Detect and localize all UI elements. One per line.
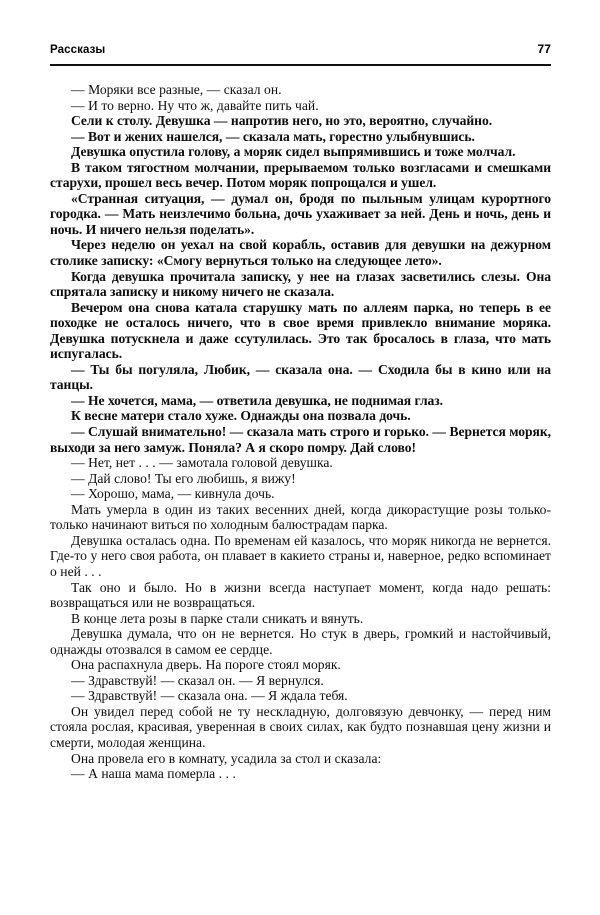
dialogue-paragraph: — Нет, нет . . . — замотала головой девушка. [71, 455, 333, 471]
narrative-paragraph: Когда девушка прочитала записку, у нее на глазах засветились слезы. Она спрятала записку и никому ничего не сказала. [50, 268, 551, 300]
narrative-paragraph: Сели к столу. Девушка — напротив него, но это, вероятно, случайно. [71, 113, 493, 129]
narrative-paragraph: В конце лета розы в парке стали сникать и вянуть. [71, 610, 364, 626]
narrative-paragraph: Девушка думала, что он не вернется. Но стук в дверь, громкий и настойчивый, однажды отозвался в самом ее сердце. [50, 626, 551, 657]
narrative-paragraph: Вечером она снова катала старушку мать по аллеям парка, но теперь в ее походке не осталось ничего, что в свое время привлекло внимание моряка. Девушка потускнела и даже ссутулилась. Это так бросалось в глаза, что мать испугалась. [50, 299, 551, 362]
narrative-paragraph: Так оно и было. Но в жизни всегда наступает момент, когда надо решать: возвращаться или не возвращаться. [50, 579, 551, 611]
dialogue-paragraph: — Здравствуй! — сказала она. — Я ждала тебя. [71, 688, 348, 704]
dialogue-paragraph: — Вот и жених нашелся, — сказала мать, горестно улыбнувшись. [71, 128, 475, 144]
header-rule [50, 64, 551, 66]
narrative-paragraph: Она распахнула дверь. На пороге стоял моряк. [71, 657, 341, 673]
page-number: 77 [537, 42, 551, 56]
narrative-paragraph: В таком тягостном молчании, прерываемом только возгласами и смешками старухи, прошел весь вечер. Потом моряк попрощался и ушел. [50, 159, 551, 191]
dialogue-paragraph: — Хорошо, мама, — кивнула дочь. [71, 486, 275, 502]
dialogue-paragraph: — Дай слово! Ты его любишь, я вижу! [71, 470, 296, 486]
narrative-paragraph: К весне матери стало хуже. Однажды она позвала дочь. [71, 408, 411, 424]
running-head-title: Рассказы [50, 44, 106, 56]
running-head [50, 42, 551, 62]
narrative-paragraph: Он увидел перед собой не ту нескладную, долговязую девчонку, — перед ним стояла рослая, красивая, уверенная в своих силах, как будто познавшая цену жизни и смерти, молодая женщина. [50, 703, 551, 750]
narrative-paragraph: Девушка осталась одна. По временам ей казалось, что моряк никогда не вернется. Где-то у него своя работа, он плавает в какието страны и, наверное, редко вспоминает о ней . . . [50, 532, 551, 579]
dialogue-paragraph: — Ты бы погуляла, Любик, — сказала она. — Сходила бы в кино или на танцы. [50, 361, 551, 393]
dialogue-paragraph: — И то верно. Ну что ж, давайте пить чай. [71, 97, 319, 113]
dialogue-paragraph: — Здравствуй! — сказал он. — Я вернулся. [71, 672, 324, 688]
dialogue-paragraph: — Моряки все разные, — сказал он. [71, 82, 282, 97]
dialogue-paragraph: — А наша мама померла . . . [71, 766, 236, 782]
narrative-paragraph: Через неделю он уехал на свой корабль, оставив для девушки на дежурном столике записку: «Смогу вернуться только на следующее лето». [50, 237, 551, 269]
narrative-paragraph: Девушка опустила голову, а моряк сидел выпрямившись и тоже молчал. [71, 144, 516, 160]
dialogue-paragraph: — Слушай внимательно! — сказала мать строго и горько. — Вернется моряк, выходи за него замуж. Поняла? А я скоро помру. Дай слово! [50, 424, 551, 455]
narrative-paragraph: Она провела его в комнату, усадила за стол и сказала: [71, 750, 382, 766]
body-text [50, 82, 551, 782]
narrative-paragraph: Мать умерла в один из таких весенних дней, когда дикорастущие розы только-только начинают виться по холодным балюстрадам парка. [50, 501, 551, 533]
narrative-paragraph: «Странная ситуация, — думал он, бродя по пыльным улицам курортного городка. — Мать неизлечимо больна, дочь ухаживает за ней. День и ночь, день и ночь. И ничего нельзя поделать». [50, 190, 551, 237]
dialogue-paragraph: — Не хочется, мама, — ответила девушка, не поднимая глаз. [71, 392, 444, 408]
